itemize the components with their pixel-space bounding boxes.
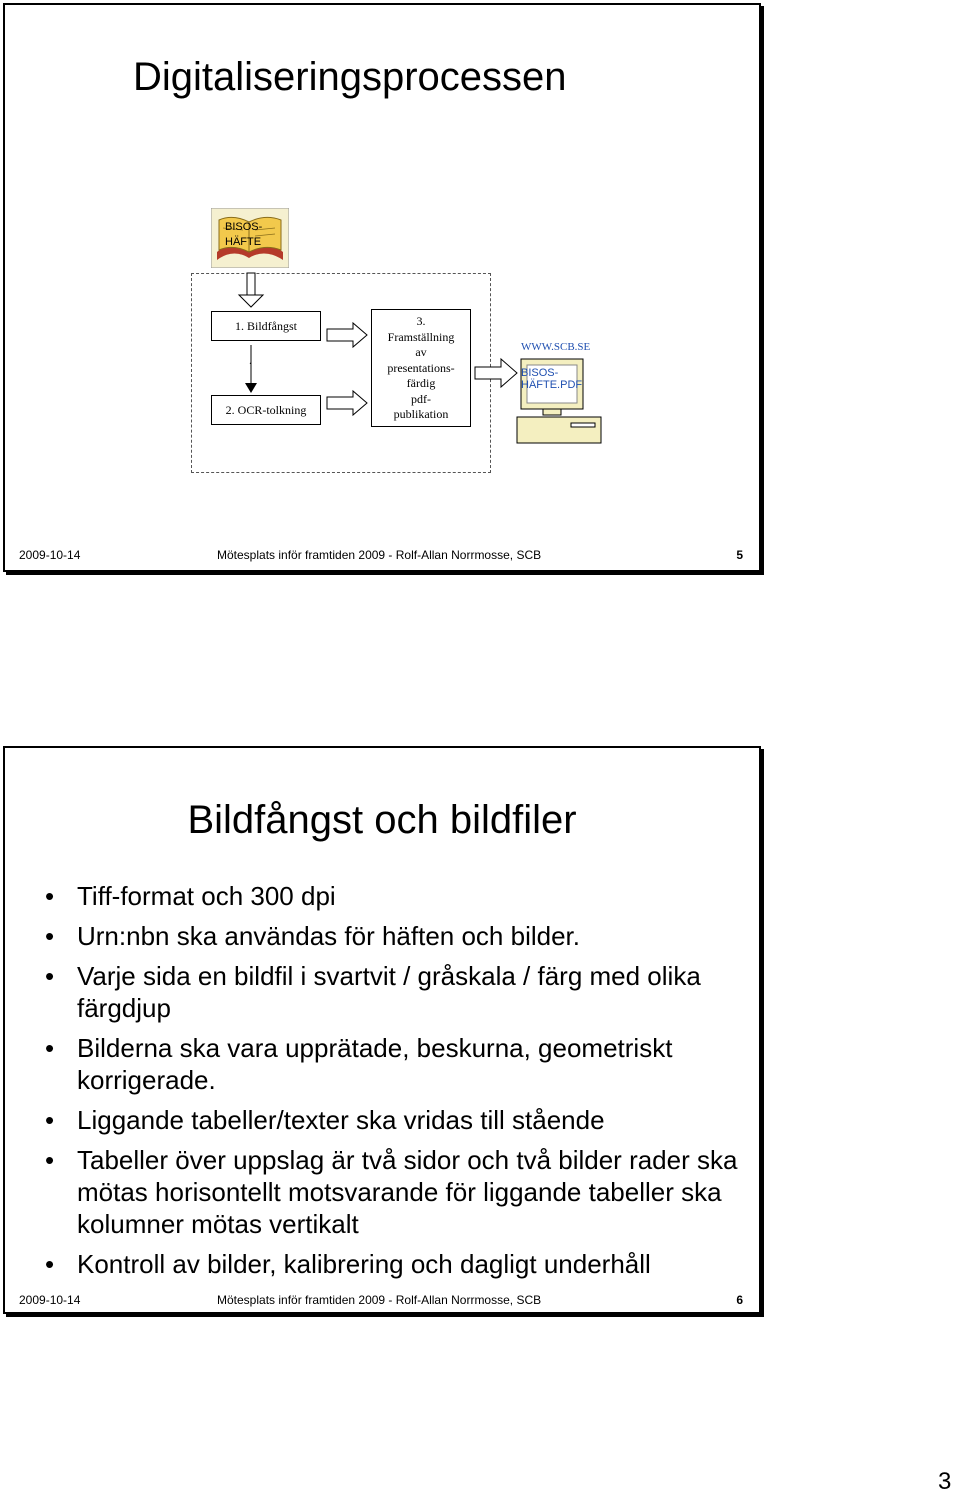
step-image-capture: 1. Bildfångst (211, 311, 321, 341)
slide-title: Digitaliseringsprocessen (133, 55, 567, 99)
bullet-item: • Kontroll av bilder, kalibrering och dagligt underhåll (45, 1248, 745, 1280)
bullet-item: • Tiff-format och 300 dpi (45, 880, 745, 912)
step-pdf-production: 3. Framställning av presentations- färdig pdf- publikation (371, 309, 471, 427)
bullet-item: • Tabeller över uppslag är två sidor och två bilder rader ska mötas horisontellt motsvarande för liggande tabeller ska kolumner mötas vertikalt (45, 1144, 745, 1240)
page-number: 3 (938, 1468, 952, 1495)
slide-title: Bildfångst och bildfiler (187, 798, 577, 842)
footer-text: Mötesplats inför framtiden 2009 - Rolf-Allan Norrmosse, SCB (217, 1293, 542, 1307)
bullet-item: • Varje sida en bildfil i svartvit / gråskala / färg med olika färgdjup (45, 960, 745, 1024)
bullet-list (45, 880, 745, 1288)
book-label-line2: HÄFTE (225, 236, 262, 248)
footer-text: Mötesplats inför framtiden 2009 - Rolf-Allan Norrmosse, SCB (217, 548, 542, 562)
web-file-label: BISOS- HÄFTE.PDF (521, 367, 583, 391)
dot-mark: . (249, 353, 252, 367)
bullet-item: • Liggande tabeller/texter ska vridas till stående (45, 1104, 745, 1136)
footer-date: 2009-10-14 (19, 1293, 81, 1307)
web-url: WWW.SCB.SE (521, 341, 591, 353)
step-ocr: 2. OCR-tolkning (211, 395, 321, 425)
slide-number: 6 (736, 1293, 743, 1307)
book-label-line1: BISOS- (225, 221, 263, 233)
footer-date: 2009-10-14 (19, 548, 81, 562)
flow-arrows (5, 5, 763, 565)
bullet-item: • Urn:nbn ska användas för häften och bilder. (45, 920, 745, 952)
bullet-item: • Bilderna ska vara upprätade, beskurna, geometriskt korrigerade. (45, 1032, 745, 1096)
slide-number: 5 (736, 548, 743, 562)
slide-5 (3, 3, 761, 572)
slide-6 (3, 746, 761, 1314)
